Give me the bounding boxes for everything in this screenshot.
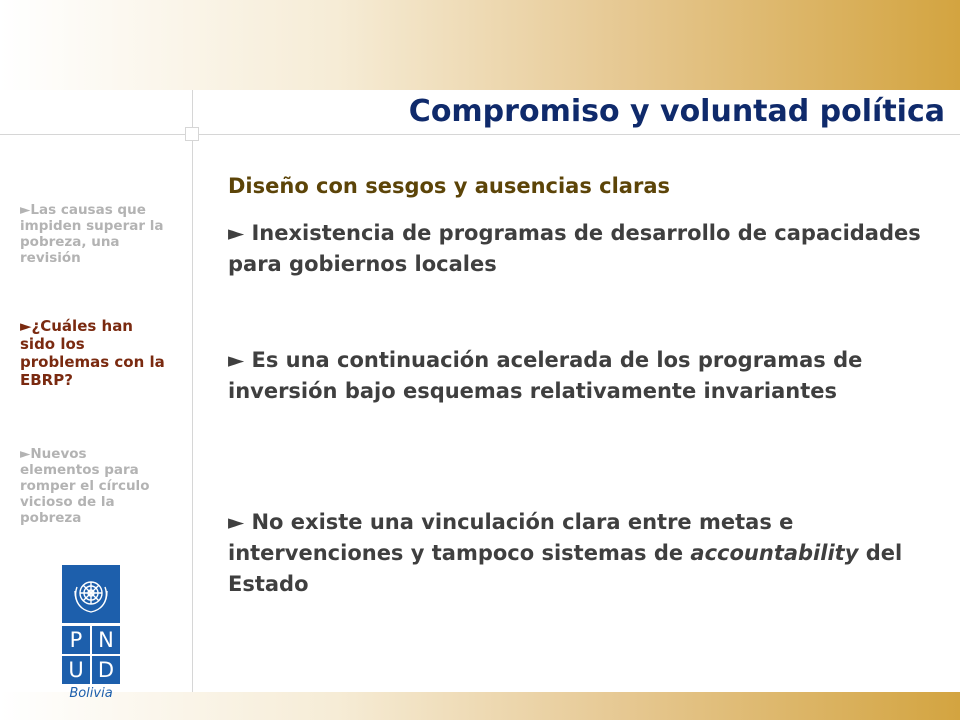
pnud-letter-grid	[62, 626, 120, 684]
logo-letter-d: D	[92, 656, 120, 684]
bullet-marker-3: ►	[228, 510, 245, 534]
slide-subtitle: Diseño con sesgos y ausencias claras	[228, 174, 670, 198]
logo-letter-u: U	[62, 656, 90, 684]
logo-country-label: Bolivia	[69, 686, 113, 701]
sidebar-divider	[192, 90, 193, 692]
un-emblem-icon	[62, 565, 120, 623]
bullet-marker-2: ►	[228, 348, 245, 372]
bullet-text-3-italic: accountability	[690, 541, 859, 565]
bullet-text-3-after: del Estado	[228, 541, 903, 596]
bullet-item-3	[228, 507, 928, 600]
bullet-text-3-before: No existe una vinculación clara entre metas e intervenciones y tampoco sistemas de	[228, 510, 794, 565]
sidebar-item-problemas-ebrp[interactable]: ►¿Cuáles han sido los problemas con la EBRP?	[20, 317, 165, 389]
footer-gradient-band	[0, 692, 960, 720]
bullet-item-2	[228, 345, 928, 407]
sidebar-item-nuevos-elementos[interactable]: ►Nuevos elementos para romper el círculo vicioso de la pobreza	[20, 446, 150, 526]
header-gradient-band	[0, 0, 960, 90]
sidebar-item-causas[interactable]: ►Las causas que impiden superar la pobreza, una revisión	[20, 202, 164, 266]
title-divider	[0, 134, 960, 135]
bullet-marker-1: ►	[228, 221, 245, 245]
logo-letter-p: P	[62, 626, 90, 654]
pnud-logo	[62, 565, 120, 701]
logo-letter-n: N	[92, 626, 120, 654]
divider-corner-square	[185, 127, 199, 141]
bullet-text-1: Inexistencia de programas de desarrollo de capacidades para gobiernos locales	[228, 221, 921, 276]
slide-title: Compromiso y voluntad política	[408, 94, 945, 129]
bullet-item-1	[228, 218, 928, 280]
bullet-text-2: Es una continuación acelerada de los programas de inversión bajo esquemas relativamente invariantes	[228, 348, 863, 403]
